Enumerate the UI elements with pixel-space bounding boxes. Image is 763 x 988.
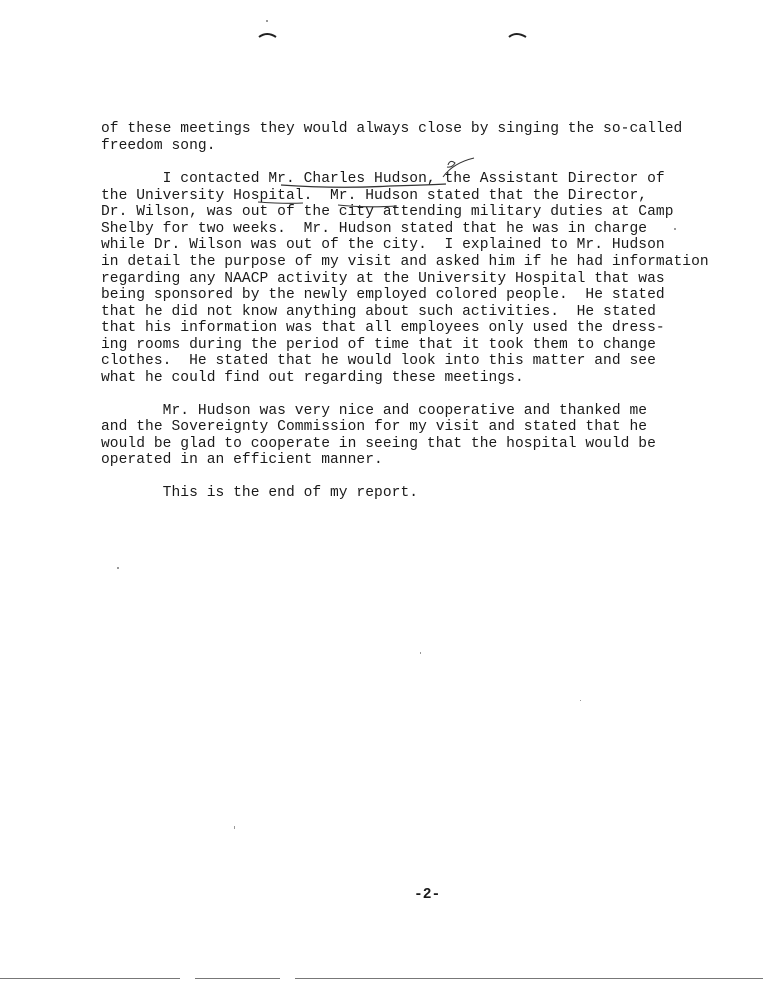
text-line-7: while Dr. Wilson was out of the city. I explained to Mr. Hudson bbox=[101, 237, 665, 253]
text-line-15: what he could find out regarding these meetings. bbox=[101, 370, 524, 386]
text-line-3: I contacted Mr. Charles Hudson, the Assistant Director of bbox=[101, 171, 665, 187]
bottom-scan-edge bbox=[295, 978, 763, 979]
text-line-14: clothes. He stated that he would look into this matter and see bbox=[101, 353, 656, 369]
text-line-8: in detail the purpose of my visit and asked him if he had information bbox=[101, 254, 709, 270]
top-left-staple-mark bbox=[258, 30, 278, 40]
text-line-6: Shelby for two weeks. Mr. Hudson stated that he was in charge bbox=[101, 221, 648, 237]
scan-speck bbox=[580, 700, 581, 701]
scan-speck bbox=[234, 826, 235, 829]
text-line-9: regarding any NAACP activity at the University Hospital that was bbox=[101, 271, 665, 287]
text-line-11: that he did not know anything about such activities. He stated bbox=[101, 304, 656, 320]
text-line-10: being sponsored by the newly employed colored people. He stated bbox=[101, 287, 665, 303]
text-line-4: the University Hospital. Mr. Hudson stated that the Director, bbox=[101, 188, 648, 204]
scan-speck bbox=[674, 228, 676, 230]
bottom-scan-edge bbox=[195, 978, 280, 979]
top-right-staple-mark bbox=[508, 30, 528, 40]
text-line-13: ing rooms during the period of time that it took them to change bbox=[101, 337, 656, 353]
text-line-1: of these meetings they would always close by singing the so-called bbox=[101, 121, 683, 137]
scan-speck bbox=[117, 567, 119, 569]
bottom-scan-edge bbox=[0, 978, 180, 979]
text-line-12: that his information was that all employees only used the dress- bbox=[101, 320, 665, 336]
scan-speck bbox=[266, 20, 268, 22]
text-line-18: would be glad to cooperate in seeing that the hospital would be bbox=[101, 436, 656, 452]
text-line-2: freedom song. bbox=[101, 138, 216, 154]
page-number: -2- bbox=[414, 887, 441, 903]
text-line-5: Dr. Wilson, was out of the city attending military duties at Camp bbox=[101, 204, 674, 220]
text-line-17: and the Sovereignty Commission for my visit and stated that he bbox=[101, 419, 648, 435]
handwritten-underline-mark-2 bbox=[255, 198, 405, 212]
text-line-16: Mr. Hudson was very nice and cooperative and thanked me bbox=[101, 403, 648, 419]
handwritten-underline-mark bbox=[278, 155, 483, 195]
scan-speck bbox=[420, 652, 421, 654]
text-line-20: This is the end of my report. bbox=[101, 485, 419, 501]
text-line-19: operated in an efficient manner. bbox=[101, 452, 383, 468]
